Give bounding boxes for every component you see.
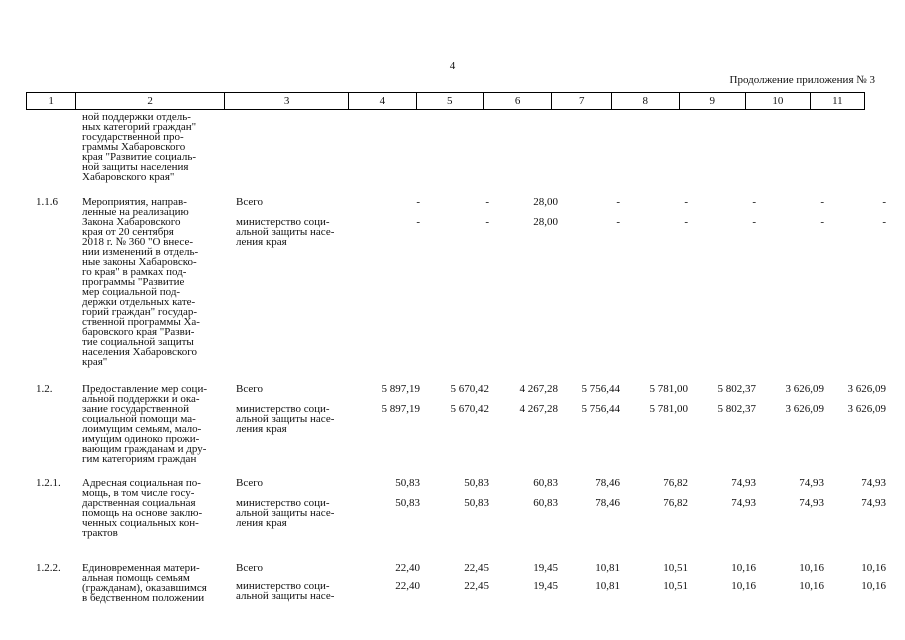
executor-ministry: министерство соци- альной защиты насе- ления края (236, 216, 335, 248)
value-cell: 22,40 (395, 562, 420, 574)
value-cell: 74,93 (799, 477, 824, 489)
value-cell: - (882, 216, 886, 228)
value-cell: 50,83 (395, 497, 420, 509)
row-name: ной поддержки отдель- ных категорий граждан" государственной про- граммы Хабаровского края "Развитие социаль- ной защиты населения Хабаровского края" (82, 111, 197, 183)
row-number: 1.2. (36, 383, 53, 395)
value-cell: 50,83 (464, 497, 489, 509)
value-cell: 10,16 (799, 562, 824, 574)
executor-ministry: министерство соци- альной защиты насе- ления края (236, 403, 335, 435)
header-col-10: 10 (745, 93, 810, 110)
value-cell: - (684, 196, 688, 208)
executor-total: Всего (236, 562, 263, 574)
executor-total: Всего (236, 196, 263, 208)
row-name: Мероприятия, направ- ленные на реализацию Закона Хабаровского края от 20 сентября 2018 г. № 360 "О внесе- нии изменений в отдель- ные законы Хабаровско- го края" в рамках под- программы "Развитие мер социальной под- держки отдельных кате- горий граждан" государ- ственной программы Ха- баровского края "Разви- тие социальной защиты населения Хабаровского края" (82, 196, 200, 368)
value-cell: 3 626,09 (847, 383, 886, 395)
header-col-4: 4 (349, 93, 416, 110)
executor-total: Всего (236, 477, 263, 489)
header-col-11: 11 (810, 93, 864, 110)
value-cell: 60,83 (533, 497, 558, 509)
value-cell: 5 670,42 (450, 403, 489, 415)
value-cell: 10,16 (799, 580, 824, 592)
row-name: Адресная социальная по- мощь, в том числе госу- дарственная социальная помощь на основе заклю- ченных социальных кон- трактов (82, 477, 203, 539)
value-cell: 3 626,09 (847, 403, 886, 415)
header-col-3: 3 (225, 93, 349, 110)
executor-total: Всего (236, 383, 263, 395)
header-col-2: 2 (76, 93, 225, 110)
value-cell: 60,83 (533, 477, 558, 489)
value-cell: 28,00 (533, 216, 558, 228)
value-cell: 19,45 (533, 562, 558, 574)
value-cell: - (684, 216, 688, 228)
value-cell: 76,82 (663, 477, 688, 489)
executor-ministry: министерство соци- альной защиты насе- (236, 580, 335, 602)
value-cell: - (752, 196, 756, 208)
value-cell: 74,93 (861, 497, 886, 509)
value-cell: 74,93 (731, 497, 756, 509)
value-cell: 78,46 (595, 477, 620, 489)
value-cell: 5 781,00 (649, 403, 688, 415)
row-number: 1.1.6 (36, 196, 58, 208)
value-cell: 74,93 (861, 477, 886, 489)
value-cell: 10,16 (731, 562, 756, 574)
value-cell: 10,51 (663, 580, 688, 592)
value-cell: 10,16 (861, 580, 886, 592)
value-cell: 10,81 (595, 580, 620, 592)
header-col-6: 6 (483, 93, 551, 110)
value-cell: - (416, 216, 420, 228)
value-cell: 10,16 (861, 562, 886, 574)
continuation-label: Продолжение приложения № 3 (729, 74, 875, 86)
value-cell: 78,46 (595, 497, 620, 509)
value-cell: - (820, 196, 824, 208)
header-col-9: 9 (679, 93, 745, 110)
header-table (26, 92, 865, 110)
header-col-1: 1 (27, 93, 76, 110)
value-cell: 76,82 (663, 497, 688, 509)
value-cell: 50,83 (395, 477, 420, 489)
value-cell: 5 756,44 (581, 383, 620, 395)
value-cell: 74,93 (799, 497, 824, 509)
value-cell: 5 781,00 (649, 383, 688, 395)
row-number: 1.2.1. (36, 477, 61, 489)
value-cell: 28,00 (533, 196, 558, 208)
value-cell: 3 626,09 (785, 383, 824, 395)
value-cell: 19,45 (533, 580, 558, 592)
value-cell: - (616, 196, 620, 208)
header-row (27, 93, 865, 110)
value-cell: 50,83 (464, 477, 489, 489)
value-cell: 3 626,09 (785, 403, 824, 415)
value-cell: 10,51 (663, 562, 688, 574)
value-cell: 5 802,37 (717, 403, 756, 415)
value-cell: 10,16 (731, 580, 756, 592)
value-cell: 5 897,19 (381, 403, 420, 415)
executor-ministry: министерство соци- альной защиты насе- ления края (236, 497, 335, 529)
value-cell: 74,93 (731, 477, 756, 489)
value-cell: 5 670,42 (450, 383, 489, 395)
value-cell: 22,40 (395, 580, 420, 592)
value-cell: - (485, 196, 489, 208)
value-cell: - (616, 216, 620, 228)
value-cell: 5 802,37 (717, 383, 756, 395)
value-cell: - (882, 196, 886, 208)
value-cell: - (752, 216, 756, 228)
value-cell: - (416, 196, 420, 208)
row-name: Предоставление мер соци- альной поддержки и ока- зание государственной социальной помощи ма- лоимущим семьям, мало- имущим одиноко прожи- вающим гражданам и дру- гим категориям граждан (82, 383, 207, 465)
value-cell: 4 267,28 (519, 383, 558, 395)
value-cell: - (485, 216, 489, 228)
value-cell: 5 897,19 (381, 383, 420, 395)
value-cell: 10,81 (595, 562, 620, 574)
table-body (26, 110, 886, 640)
value-cell: 5 756,44 (581, 403, 620, 415)
value-cell: 22,45 (464, 580, 489, 592)
header-col-8: 8 (612, 93, 679, 110)
row-name: Единовременная матери- альная помощь семьям (гражданам), оказавшимся в бедственном положении (82, 562, 207, 604)
value-cell: 4 267,28 (519, 403, 558, 415)
value-cell: - (820, 216, 824, 228)
row-number: 1.2.2. (36, 562, 61, 574)
header-col-5: 5 (416, 93, 483, 110)
header-col-7: 7 (552, 93, 612, 110)
page-number: 4 (449, 60, 456, 72)
value-cell: 22,45 (464, 562, 489, 574)
